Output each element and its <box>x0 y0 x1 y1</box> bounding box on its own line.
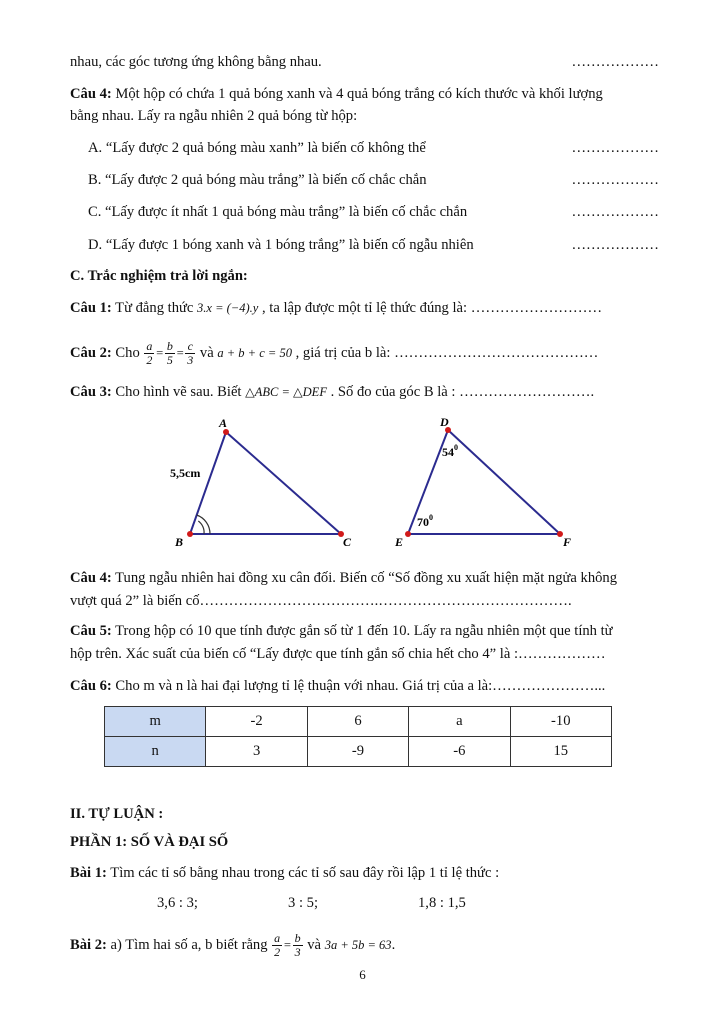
ratio-3: 1,8 : 1,5 <box>418 895 466 911</box>
label-c: C <box>343 535 352 549</box>
label-e: E <box>395 535 404 549</box>
table-row <box>105 737 612 767</box>
ratio-2: 3 : 5; <box>288 895 318 911</box>
fraction: $\frac{a}{2}$ <box>274 931 281 959</box>
c-q2: Câu 2: Cho $\frac{a}{2}$ = $\frac{b}{5}$ = $\frac{c}{3}$ và a + b + c = 50 , giá trị của b là: …………………………………… <box>70 339 599 367</box>
table-cell: 3 <box>206 737 307 767</box>
fraction: $\frac{b}{3}$ <box>294 931 301 959</box>
fraction: $\frac{b}{5}$ <box>166 339 173 367</box>
angle-b-arc <box>197 515 210 534</box>
q4-option-a: A. “Lấy được 2 quả bóng màu xanh” là biến cố không thể ……………… <box>88 140 659 156</box>
side-ac <box>226 432 341 534</box>
c-q1: Câu 1: Từ đẳng thức 3.x = (−4).y , ta lập được một tỉ lệ thức đúng là: ……………………… <box>70 300 603 316</box>
c-q5-line-1: Câu 5: Trong hộp có 10 que tính được gắn số từ 1 đến 10. Lấy ra ngẫu nhiên một que tính từ <box>70 623 613 639</box>
c-q4-line-2: vượt quá 2” là biến cố……………………………….…………………………………. <box>70 593 572 609</box>
q4-option-c: C. “Lấy được ít nhất 1 quả bóng màu trắng” là biến cố chắc chắn ……………… <box>88 204 659 220</box>
part-1-heading: PHẦN 1: SỐ VÀ ĐẠI SỐ <box>70 834 229 850</box>
label-d: D <box>440 415 449 429</box>
angle-e-label: $70^0$ <box>417 513 433 529</box>
section-c-heading: C. Trắc nghiệm trả lời ngắn: <box>70 268 248 284</box>
label-f: F <box>563 535 572 549</box>
triangle-abc <box>170 416 352 549</box>
fraction: $\frac{a}{2}$ <box>146 339 153 367</box>
vertex-b <box>187 531 193 537</box>
table-cell: -6 <box>409 737 510 767</box>
side-ab <box>190 432 226 534</box>
bai-1: Bài 1: Tìm các tỉ số bằng nhau trong các tỉ số sau đây rồi lập 1 tỉ lệ thức : <box>70 865 500 881</box>
ratio-1: 3,6 : 3; <box>157 895 198 911</box>
fraction: $\frac{c}{3}$ <box>187 339 194 367</box>
c-q4-line-1: Câu 4: Tung ngẫu nhiên hai đồng xu cân đối. Biến cố “Số đồng xu xuất hiện mặt ngửa không <box>70 570 618 586</box>
q4-stem-line-2: bằng nhau. Lấy ra ngẫu nhiên 2 quả bóng từ hộp: <box>70 108 358 124</box>
side-df <box>448 430 560 534</box>
proportion-table <box>104 706 612 767</box>
table-header-n: n <box>105 737 206 767</box>
triangle-def <box>394 415 571 549</box>
c-q5-line-2: hộp trên. Xác suất của biến cố “Lấy được que tính gắn số chia hết cho 4” là :……………… <box>70 646 606 662</box>
q4-stem-line-1: Câu 4: Một hộp có chứa 1 quả bóng xanh và 4 quả bóng trắng có kích thước và khối lượng <box>70 86 603 102</box>
part-2-heading: II. TỰ LUẬN : <box>70 806 164 822</box>
table-cell: -9 <box>307 737 408 767</box>
table-cell: a <box>409 707 510 737</box>
label-side-ab: 5,5cm <box>170 466 201 480</box>
bai-2: Bài 2: a) Tìm hai số a, b biết rằng $\frac{a}{2}$ = $\frac{b}{3}$ và 3a + 5b = 63. <box>70 931 396 959</box>
angle-b-arc-inner <box>198 521 204 534</box>
label-a: A <box>219 416 228 430</box>
vertex-e <box>405 531 411 537</box>
q4-option-d: D. “Lấy được 1 bóng xanh và 1 bóng trắng” là biến cố ngẫu nhiên ……………… <box>88 237 659 253</box>
angle-d-label: $54^0$ <box>442 443 458 459</box>
q4-option-b: B. “Lấy được 2 quả bóng màu trắng” là biến cố chắc chắn ……………… <box>88 172 659 188</box>
table-cell: -10 <box>510 707 611 737</box>
page-number: 6 <box>359 967 366 982</box>
c-q6: Câu 6: Cho m và n là hai đại lượng tỉ lệ thuận với nhau. Giá trị của a là:…………………... <box>70 678 606 694</box>
continuation-line: nhau, các góc tương ứng không bằng nhau. ……………… <box>70 54 659 70</box>
label-b: B <box>175 535 184 549</box>
table-cell: 15 <box>510 737 611 767</box>
table-header-m: m <box>105 707 206 737</box>
table-cell: -2 <box>206 707 307 737</box>
table-row <box>105 707 612 737</box>
table-cell: 6 <box>307 707 408 737</box>
c-q3: Câu 3: Cho hình vẽ sau. Biết △ABC = △DEF . Số đo của góc B là : ………………………. <box>70 384 595 400</box>
